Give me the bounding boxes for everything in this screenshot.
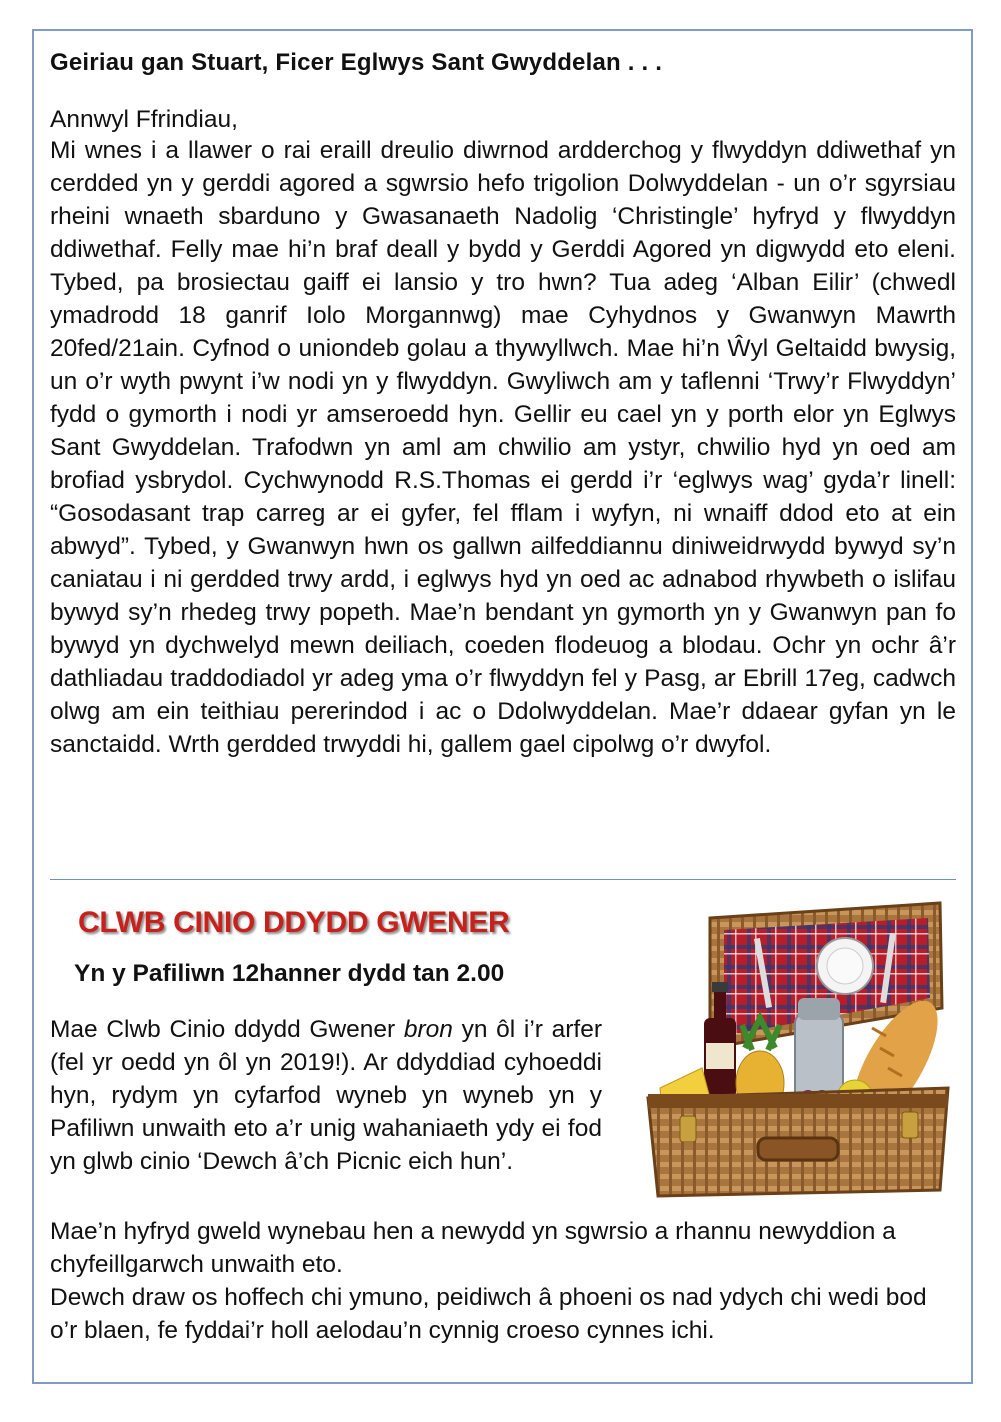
club-text-emphasis: bron (403, 1016, 453, 1043)
club-text-a: Mae Clwb Cinio ddydd Gwener (50, 1016, 404, 1043)
basket-body (648, 1088, 948, 1196)
club-text-b: yn ôl i’r arfer (fel yr oedd yn ôl yn 2019!). Ar ddyddiad cyhoeddi hyn, rydym yn cyfarfod wyneb yn wyneb yn y Pafiliwn unwaith eto a’r unig wahaniaeth ydy ei fod yn glwb cinio ‘Dewch â’ch Picnic eich hun’. (50, 1016, 602, 1175)
vicar-heading: Geiriau gan Stuart, Ficer Eglwys Sant Gwyddelan . . . (50, 49, 663, 76)
club-subtitle: Yn y Pafiliwn 12hanner dydd tan 2.00 (74, 960, 505, 987)
section-divider (50, 879, 956, 880)
club-text-p3: Dewch draw os hoffech chi ymuno, peidiwch â phoeni os nad ydych chi wedi bod o’r blaen, fe fyddai’r holl aelodau’n cynnig croeso cynnes ichi. (50, 1284, 927, 1344)
vicar-letter-body: Mi wnes i a llawer o rai eraill dreulio diwrnod ardderchog y flwyddyn ddiwethaf yn cerdded yn y gerddi agored a sgwrsio hefo trigolion Dolwyddelan - un o’r sgyrsiau rheini wnaeth sbarduno y Gwasanaeth Nadolig ‘Christingle’ hyfryd y flwyddyn ddiwethaf. Felly mae hi’n braf deall y bydd y Gerddi Agored yn digwydd eto eleni. Tybed, pa brosiectau gaiff ei lansio y tro hwn? Tua adeg ‘Alban Eilir’ (chwedl ymadrodd 18 ganrif Iolo Morgannwg) mae Cyhydnos y Gwanwyn Mawrth 20fed/21ain. Cyfnod o uniondeb golau a thywyllwch. Mae hi’n Ŵyl Geltaidd bwysig, un o’r wyth pwynt i’w nodi yn y flwyddyn. Gwyliwch am y taflenni ‘Trwy’r Flwyddyn’ fydd o gymorth i nodi yr amseroedd hyn. Gellir eu cael yn y porth elor yn Eglwys Sant Gwyddelan. Trafodwn yn aml am chwilio am ystyr, chwilio hyd yn oed am brofiad ysbrydol. Cychwynodd R.S.Thomas ei gerdd i’r ‘eglwys wag’ gyda’r linell: “Gosodasant trap carreg ar ei gyfer, fel fflam i wyfyn, ni wnaiff ddod eto at ein abwyd”. Tybed, y Gwanwyn hwn os gallwn ailfeddiannu diniweidrwydd bywyd sy’n caniatau i ni gerdded trwy ardd, i eglwys hyd yn oed ac adnabod rhywbeth o islifau bywyd sy’n rhedeg trwy popeth. Mae’n bendant yn gymorth yn y Gwanwyn pan fo bywyd yn dychwelyd mewn deiliach, coeden flodeuog a blodau. Ochr yn ochr â’r dathliadau traddodiadol yr adeg yma o’r flwyddyn fel y Pasg, ar Ebrill 17eg, cadwch olwg am ein teithiau pererindod i ac o Ddolwyddelan. Mae’r ddaear gyfan yn le sanctaidd. Wrth gerdded trwyddi hi, gallem gael cipolwg o’r dwyfol. (50, 137, 956, 758)
club-title: CLWB CINIO DDYDD GWENER (78, 906, 510, 939)
greeting: Annwyl Ffrindiau, (50, 106, 238, 133)
picnic-basket-illustration (640, 898, 956, 1198)
club-paragraph (50, 1013, 602, 1178)
club-paragraph-2 (50, 1215, 956, 1347)
club-text-p2: Mae’n hyfryd gweld wynebau hen a newydd yn sgwrsio a rhannu newyddion a chyfeillgarwch unwaith eto. (50, 1218, 896, 1278)
